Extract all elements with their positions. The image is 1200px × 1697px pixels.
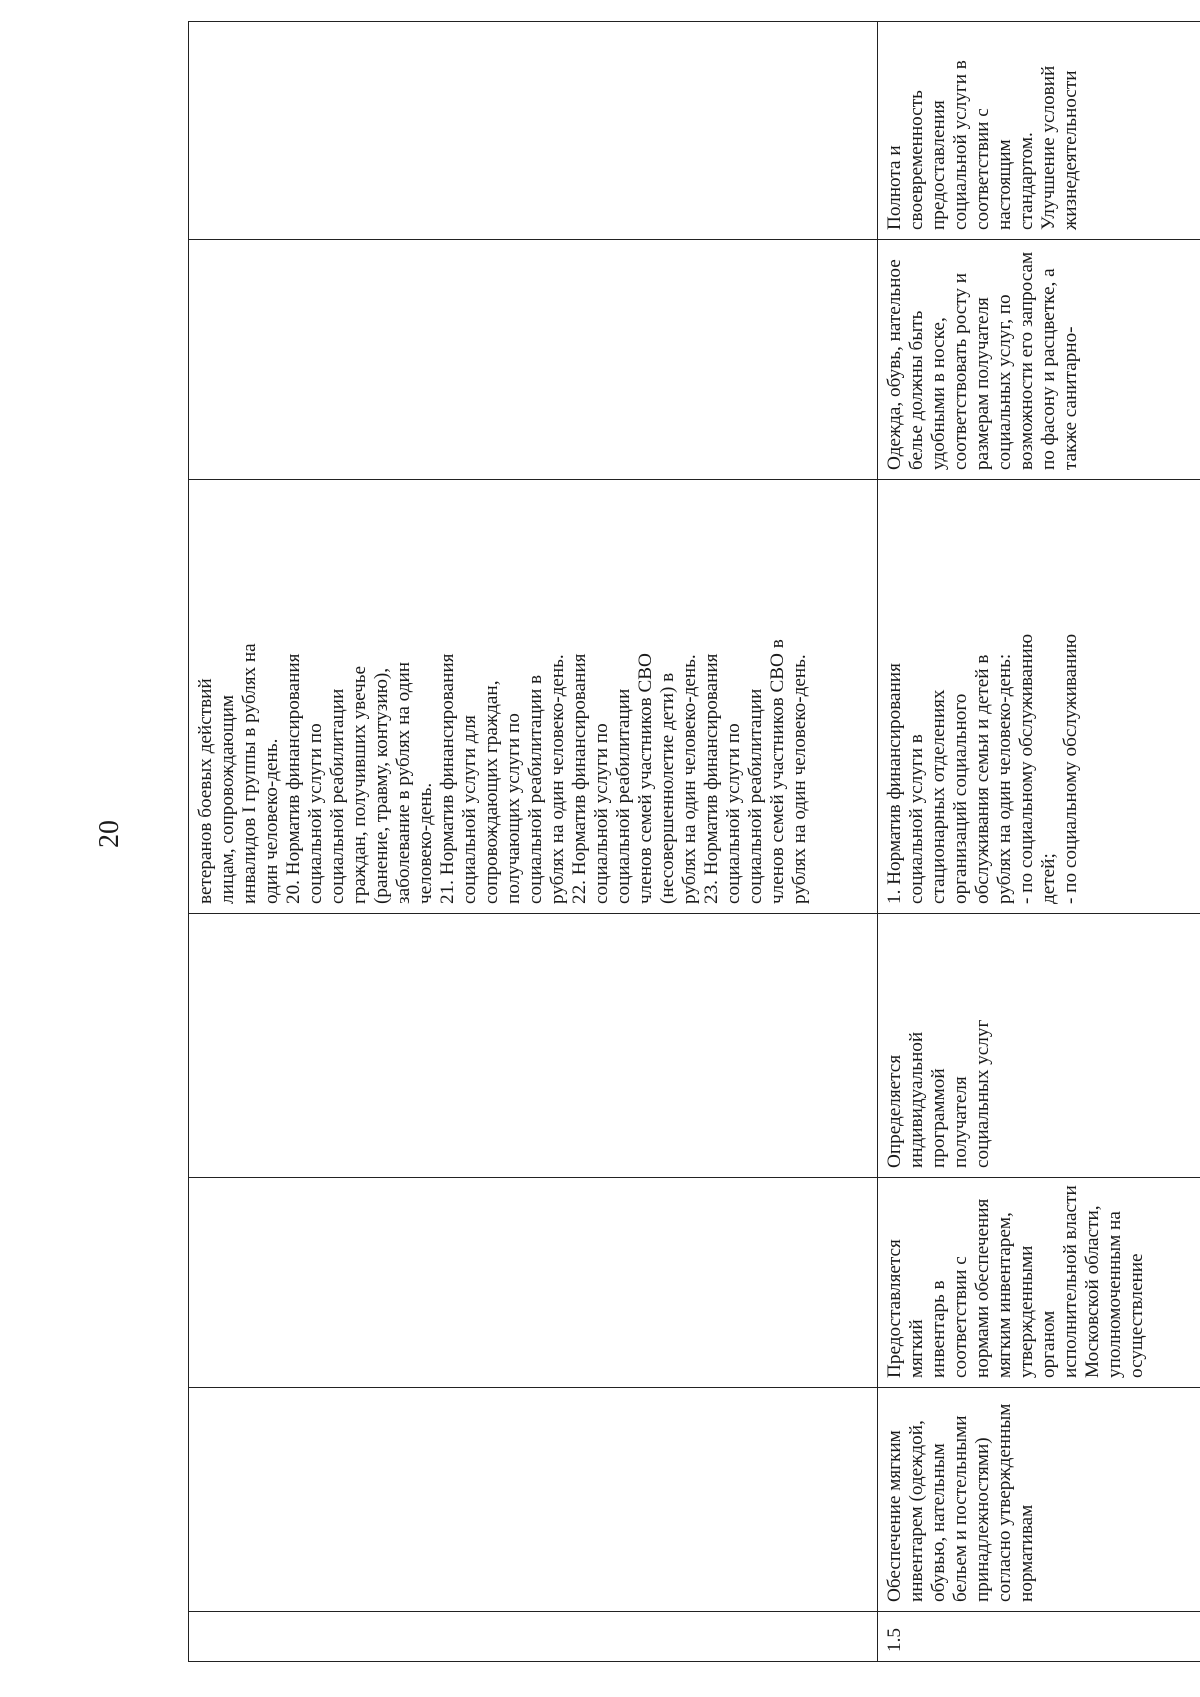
cell-service-description: [189, 1178, 878, 1388]
cell-service-description: Предоставляется мягкий инвентарь в соответствии с нормами обеспечения мягким инвентарем, утвержденными органом исполнительной власти Московской области, уполномоченным на осуществление: [878, 1178, 1200, 1388]
cell-financing-norms: ветеранов боевых действий лицам, сопровождающим инвалидов I группы в рублях на один человеко-день. 20. Норматив финансирования социальной услуги по социальной реабилитации граждан, получивших увечье (ранение, травму, контузию), заболевание в рублях на один человеко-день. 21. Норматив финансирования социальной услуги для сопровождающих граждан, получающих услуги по социальной реабилитации в рублях на один человеко-день. 22. Норматив финансирования социальной услуги по социальной реабилитации членов семей участников СВО (несовершеннолетие дети) в рублях на один человеко-день. 23. Норматив финансирования социальной услуги по социальной реабилитации членов семей участников СВО в рублях на один человеко-день.: [189, 480, 878, 914]
cell-service-name: Обеспечение мягким инвентарем (одеждой, обувью, нательным бельем и постельными принадлежностями) согласно утвержденным нормативам: [878, 1388, 1200, 1612]
cell-quality-indicators: Полнота и своевременность предоставления социальной услуги в соответствии с настоящим стандартом. Улучшение условий жизнедеятельности: [878, 22, 1200, 240]
cell-quality-indicators: [189, 22, 878, 240]
table-row-continuation: [189, 22, 878, 1662]
cell-number: [189, 1612, 878, 1662]
cell-conditions: Одежда, обувь, нательное белье должны быть удобными в носке, соответствовать росту и размерам получателя социальных услуг, по возможности его запросам по фасону и расцветке, а также санитарно-: [878, 240, 1200, 480]
rotated-table-container: [188, 22, 1188, 1662]
standards-table: [188, 21, 1200, 1662]
cell-service-name: [189, 1388, 878, 1612]
cell-conditions: [189, 240, 878, 480]
cell-number: 1.5: [878, 1612, 1200, 1662]
cell-financing-norms: 1. Норматив финансирования социальной услуги в стационарных отделениях организаций социального обслуживания семьи и детей в рублях на один человеко-день: - по социальному обслуживанию детей; - по социальному обслуживанию: [878, 480, 1200, 914]
page-number: 20: [94, 820, 125, 848]
cell-time-frame: [189, 914, 878, 1178]
table-row-1-5: [878, 22, 1200, 1662]
cell-time-frame: Определяется индивидуальной программой получателя социальных услуг: [878, 914, 1200, 1178]
